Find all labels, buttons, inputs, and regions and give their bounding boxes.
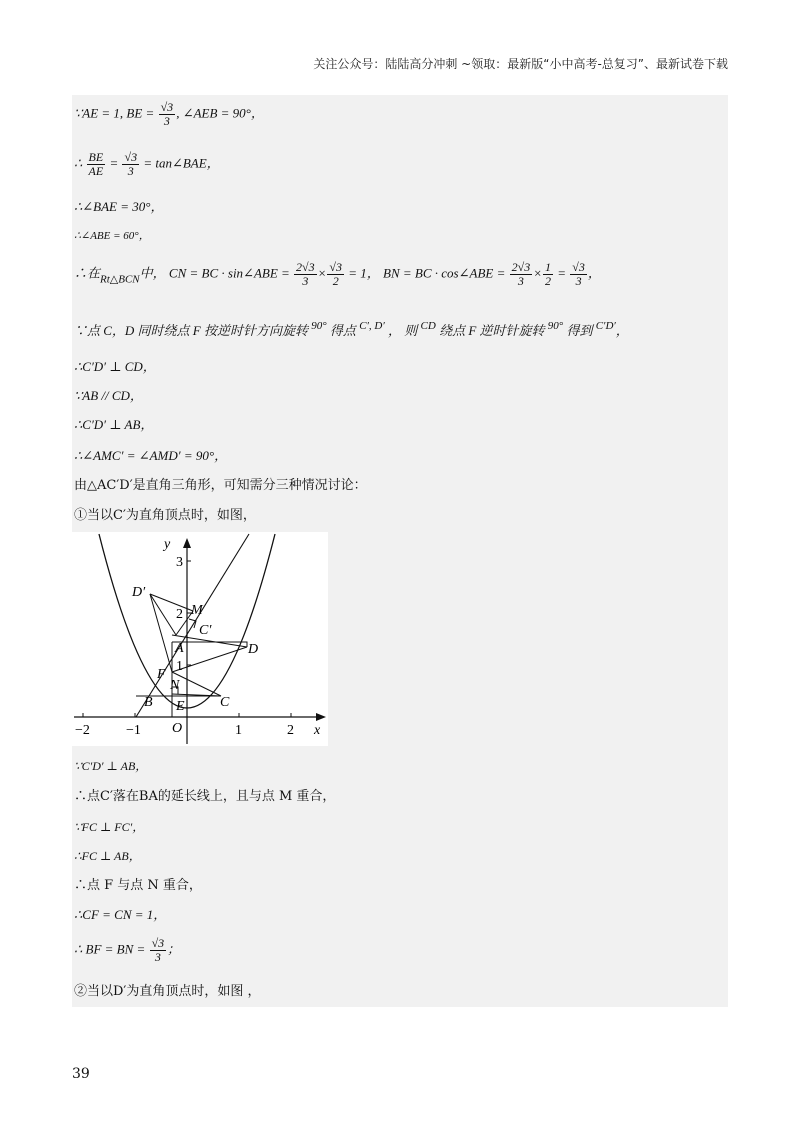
label-d-prime: D′ xyxy=(132,585,146,600)
line-4: ∴∠ABE = 60°， xyxy=(74,230,150,242)
tick-x-2: 2 xyxy=(287,723,294,738)
line-7: ∴C′D′ ⊥ CD， xyxy=(74,359,156,374)
label-b: B xyxy=(144,695,153,710)
fraction-sqrt3-over-3: $\frac{√3}{3}$ xyxy=(151,936,165,964)
label-c: C xyxy=(220,695,230,710)
line-1: ∵AE = 1, BE = $\frac{√3}{3}$ , ∠AEB = 90°， xyxy=(74,100,264,128)
fraction-sqrt3-over-3: $\frac{√3}{3}$ xyxy=(572,260,585,288)
parabola-figure xyxy=(72,532,328,746)
line-12: ①当以C′为直角顶点时，如图， xyxy=(74,508,256,523)
fraction-sqrt3-over-2: $\frac{√3}{2}$ xyxy=(329,260,343,288)
tick-x-1: 1 xyxy=(235,723,242,738)
line-5: ∴在$_{Rt\triangle BCN}$中， CN = BC · sin∠ABE = $\frac{2√3}{3}$ × $\frac{√3}{2}$ = 1， BN = BC · cos∠ABE = $\frac{2√3}{3}$ × $\frac{1}{2}$ = $\frac{√3}{3}$ ， xyxy=(74,260,601,288)
fraction-1-over-2: $\frac{1}{2}$ xyxy=(544,260,551,288)
line-6: ∵点 C，D 同时绕点 F 按逆时针方向旋转 $^{90^\circ}$ 得点 $^{C', D'}$ ， 则 $^{CD}$ 绕点 F 逆时针旋转 $^{90^\circ}$ 得到 $^{C'D'}$， xyxy=(74,320,629,338)
line-11: 由△AC′D′是直角三角形，可知需分三种情况讨论： xyxy=(74,478,367,493)
fraction-2sqrt3-over-3: $\frac{2√3}{3}$ xyxy=(511,260,531,288)
line-3: ∴∠BAE = 30°， xyxy=(74,199,164,214)
line-8: ∵AB // CD， xyxy=(74,388,143,403)
fraction-2sqrt3-over-3: $\frac{2√3}{3}$ xyxy=(296,260,315,288)
line-ba-extended xyxy=(136,534,249,717)
line-18: ∴CF = CN = 1， xyxy=(74,907,167,922)
line-17: ∴点 F 与点 N 重合， xyxy=(74,878,202,893)
line-20: ②当以D′为直角顶点时，如图 ， xyxy=(74,984,261,999)
line-19: ∴ BF = BN = $\frac{√3}{3}$ ； xyxy=(74,936,181,964)
label-n: N xyxy=(170,678,180,693)
label-f: F xyxy=(157,667,166,682)
label-d: D xyxy=(248,642,259,657)
label-e: E xyxy=(176,699,185,714)
label-y-axis: y xyxy=(164,537,171,552)
y-axis-arrow-icon xyxy=(183,538,191,548)
fraction-sqrt3-over-3: $\frac{√3}{3}$ xyxy=(124,150,138,178)
line-16: ∴FC ⊥ AB， xyxy=(74,849,141,863)
solution-content xyxy=(72,95,728,1007)
label-x-axis: x xyxy=(314,723,321,738)
label-a: A xyxy=(175,641,184,656)
line-14: ∴点C′落在BA的延长线上，且与点 M 重合， xyxy=(74,789,336,804)
fraction-be-over-ae: $\frac{BE}{AE}$ xyxy=(88,150,104,178)
label-m: M xyxy=(191,603,203,618)
line-10: ∴∠AMC′ = ∠AMD′ = 90°， xyxy=(74,448,228,463)
label-c-prime: C′ xyxy=(199,623,212,638)
tick-y-1: 1 xyxy=(176,659,183,674)
tick-x-neg1: −1 xyxy=(126,723,141,738)
line-15: ∵FC ⊥ FC′， xyxy=(74,820,145,834)
line-13: ∵C′D′ ⊥ AB， xyxy=(74,759,148,773)
label-origin: O xyxy=(172,721,183,736)
line-2: ∴ $\frac{BE}{AE}$ = $\frac{√3}{3}$ = tan∠BAE， xyxy=(74,150,220,178)
page-number: 39 xyxy=(72,1066,90,1082)
tick-y-3: 3 xyxy=(176,555,183,570)
tick-x-neg2: −2 xyxy=(75,723,90,738)
fraction-sqrt3-over-3: $\frac{√3}{3}$ xyxy=(160,100,174,128)
page-header: 关注公众号：陆陆高分冲刺 ~领取：最新版“小中高考-总复习”、最新试卷下载 xyxy=(313,57,728,71)
figure-svg xyxy=(72,532,328,746)
x-axis-arrow-icon xyxy=(316,713,326,721)
tick-y-2: 2 xyxy=(176,607,183,622)
line-9: ∴C′D′ ⊥ AB， xyxy=(74,417,154,432)
